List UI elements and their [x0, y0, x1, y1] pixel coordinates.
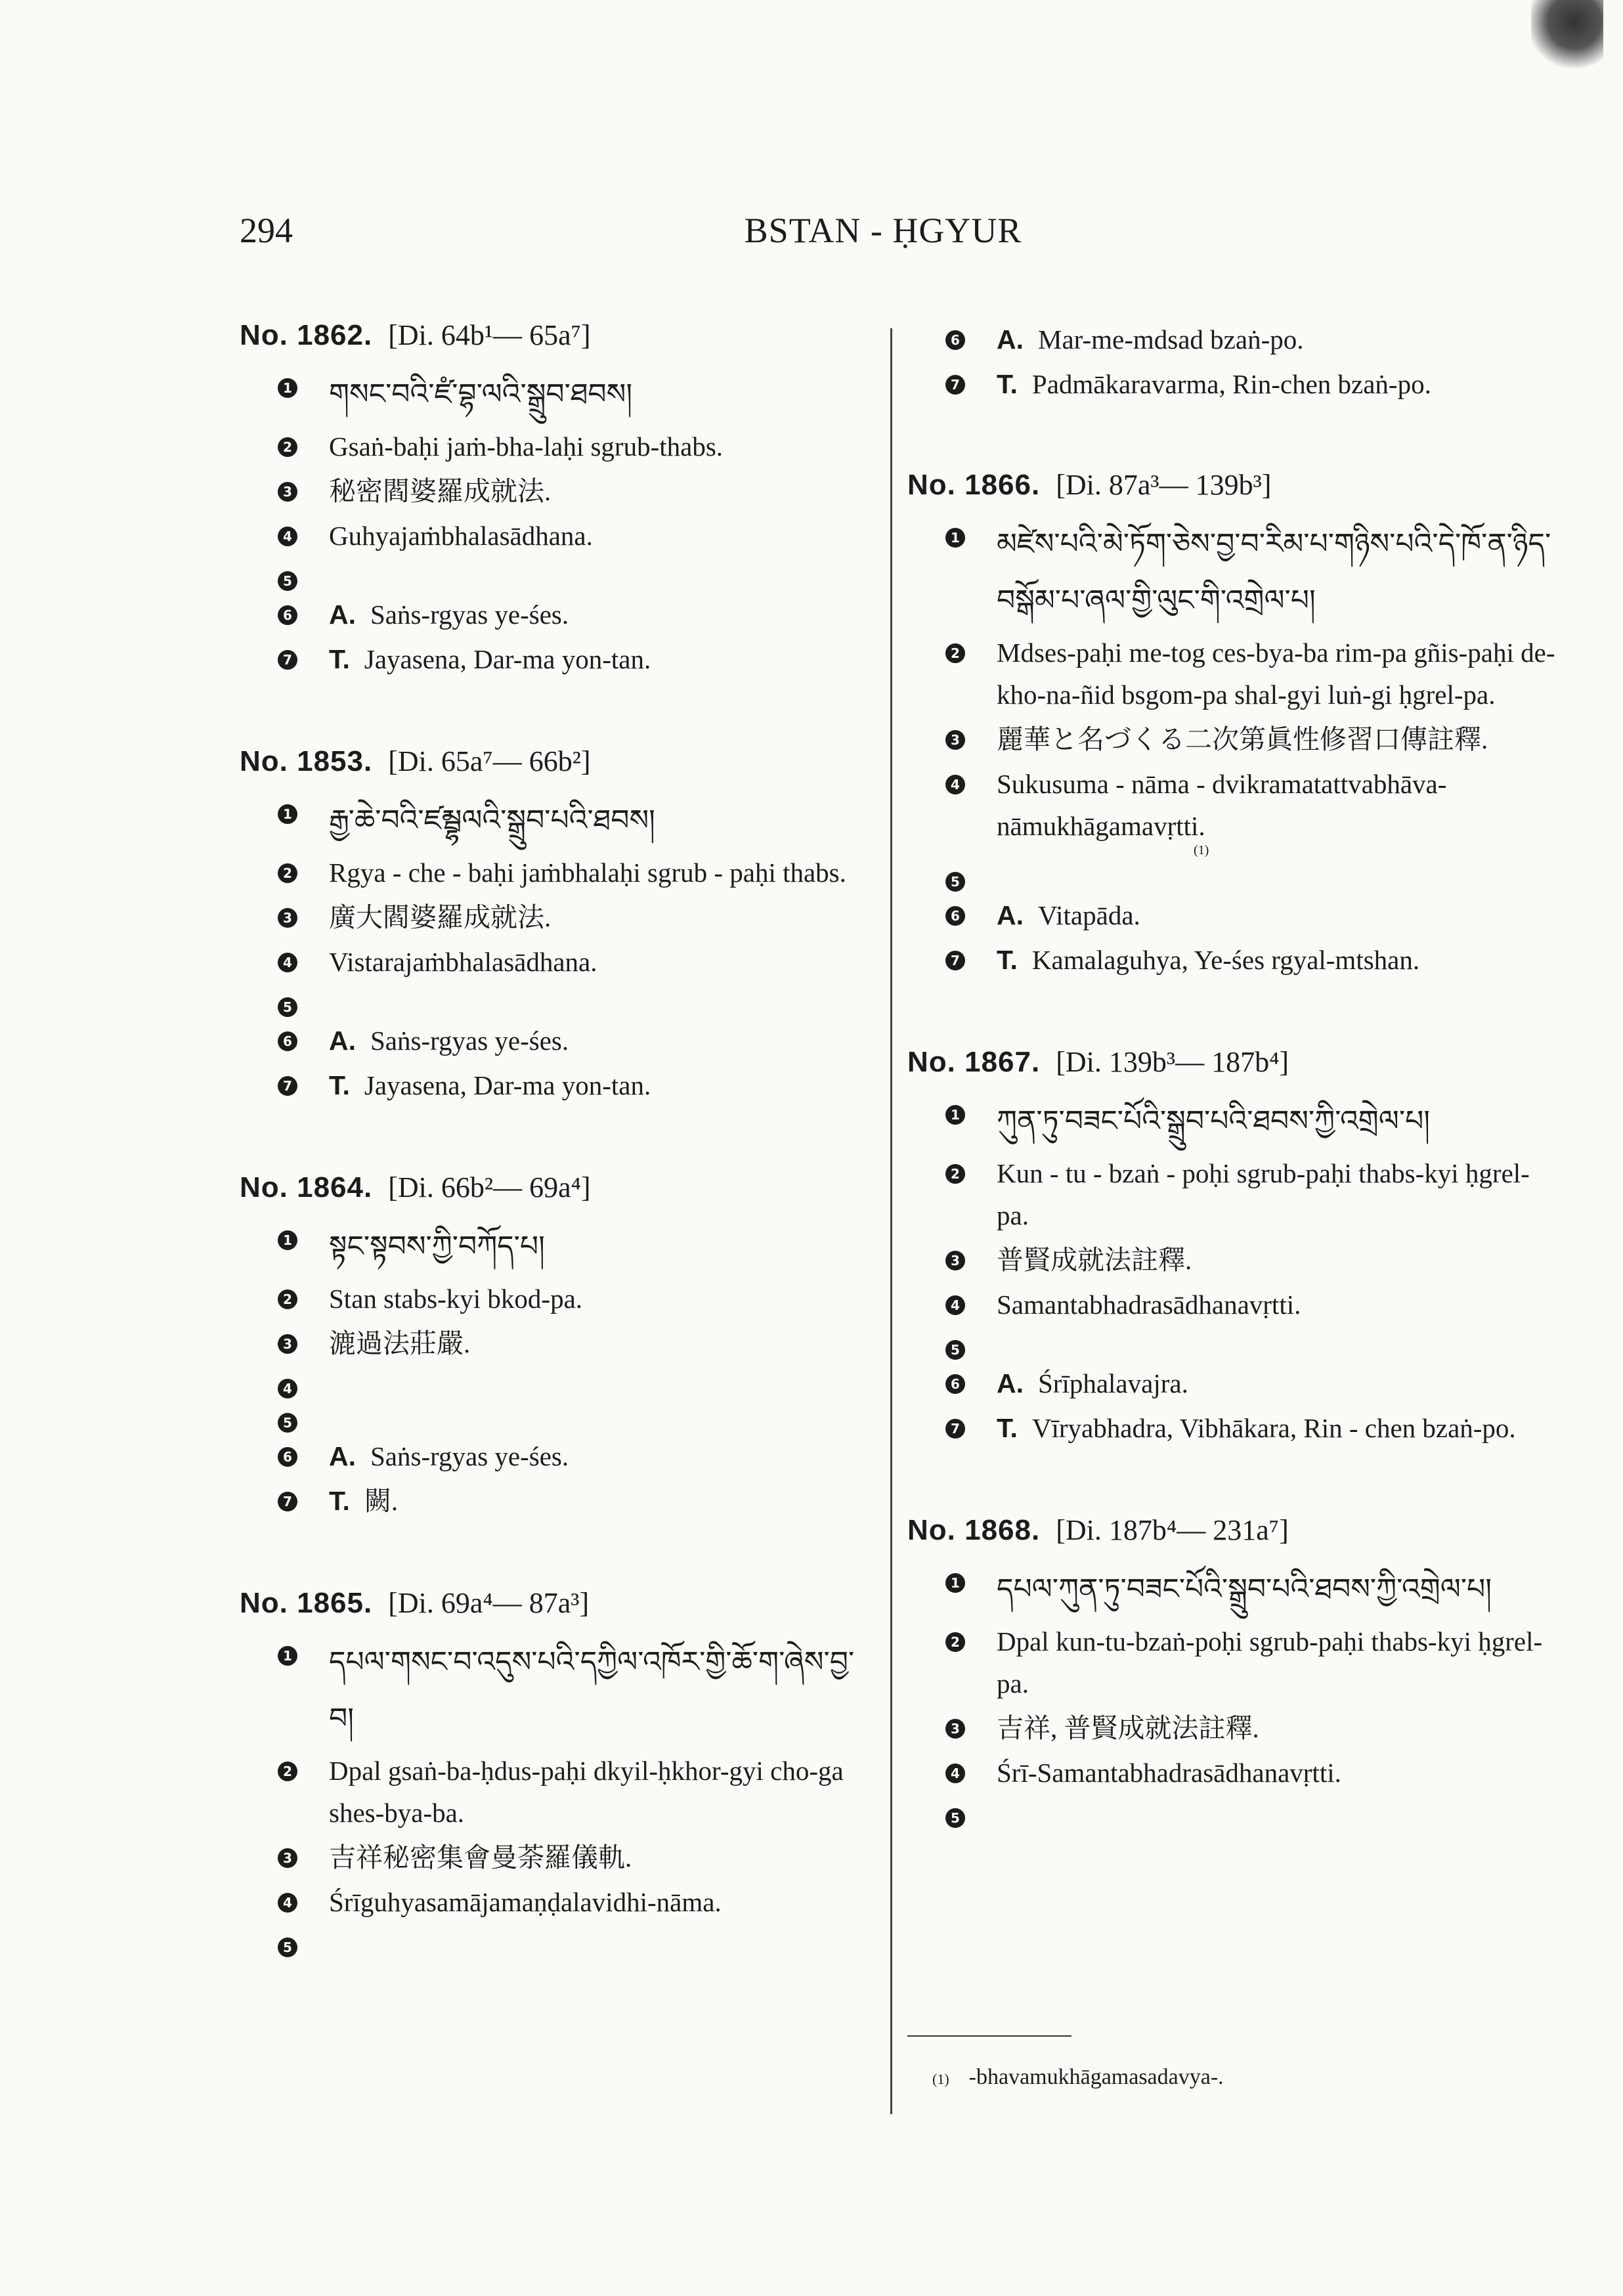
entry-heading — [240, 745, 876, 778]
marker-2-icon: 2 — [945, 643, 965, 663]
entry-1865-continued — [907, 318, 1557, 405]
marker-5-icon: 5 — [945, 872, 965, 892]
marker-1-icon: 1 — [945, 1105, 965, 1125]
marker-5-icon: 5 — [278, 997, 297, 1017]
sanskrit-title: Sukusuma - nāma - dvikramatattvabhāva-nāmukhāgamavṛtti. — [997, 769, 1447, 841]
marker-3-icon: 3 — [945, 1251, 965, 1270]
translator-row — [240, 638, 876, 680]
entry-heading — [907, 1045, 1557, 1079]
author-row — [907, 318, 1557, 360]
translator-label: T. — [329, 1070, 350, 1100]
sanskrit-title: Śrī-Samantabhadrasādhanavṛtti. — [997, 1758, 1341, 1788]
marker-2-icon: 2 — [278, 1762, 297, 1781]
marker-4-icon: 4 — [278, 1893, 297, 1913]
sanskrit-title: Śrīguhyasamājamaṇḍalavidhi-nāma. — [329, 1887, 722, 1917]
translator-label: T. — [329, 644, 350, 674]
tibetan-row — [240, 792, 876, 849]
author-label: A. — [329, 599, 356, 630]
author-row — [240, 594, 876, 636]
marker-4-icon: 4 — [945, 1295, 965, 1315]
translator: 闕. — [364, 1486, 399, 1516]
marker-7-icon: 7 — [945, 1419, 965, 1439]
tibetan-row — [240, 1219, 876, 1275]
marker-5-icon: 5 — [278, 571, 297, 591]
entry-1866 — [907, 468, 1557, 981]
marker-6-icon: 6 — [945, 1374, 965, 1394]
marker-6-icon: 6 — [945, 906, 965, 926]
field5-row — [907, 1328, 1557, 1360]
field5-row — [240, 559, 876, 591]
sanskrit-title: Vistarajaṁbhalasādhana. — [329, 947, 597, 977]
marker-4-icon: 4 — [278, 527, 297, 546]
transliteration: Stan stabs-kyi bkod-pa. — [329, 1284, 583, 1314]
entry-reference: [Di. 139b³— 187b⁴] — [1056, 1046, 1289, 1078]
entry-number: No. 1868. — [907, 1514, 1041, 1546]
transliteration-row — [240, 1278, 876, 1320]
transliteration: Mdses-paḥi me-tog ces-bya-ba rim-pa gñis-paḥi de-kho-na-ñid bsgom-pa shal-gyi luṅ-gi ḥgrel-pa. — [997, 638, 1555, 710]
entry-heading — [240, 1171, 876, 1204]
marker-1-icon: 1 — [945, 1573, 965, 1593]
entry-heading — [240, 318, 876, 352]
chinese-row — [240, 470, 876, 512]
tibetan-title: རྒྱ་ཆེ་བའི་ཛམྦྷལའི་སྒྲུབ་པའི་ཐབས། — [329, 804, 655, 837]
entry-1862 — [240, 318, 876, 680]
field5-row — [240, 1401, 876, 1433]
transliteration-row — [240, 852, 876, 894]
marker-7-icon: 7 — [945, 951, 965, 970]
marker-4-icon: 4 — [945, 775, 965, 794]
footnote-text: -bhavamukhāgamasadavya-. — [968, 2065, 1224, 2089]
entry-reference: [Di. 66b²— 69a⁴] — [388, 1171, 591, 1203]
transliteration: Gsaṅ-baḥi jaṁ-bha-laḥi sgrub-thabs. — [329, 431, 724, 462]
tibetan-row — [907, 1561, 1557, 1618]
entry-heading — [240, 1586, 876, 1620]
transliteration-row — [907, 1620, 1557, 1704]
tibetan-title: གསང་བའི་ཛཾ་བྷ་ལའི་སྒྲུབ་ཐབས། — [329, 378, 633, 411]
marker-3-icon: 3 — [945, 1719, 965, 1739]
marker-4-icon: 4 — [945, 1764, 965, 1783]
marker-3-icon: 3 — [945, 730, 965, 750]
translator-row — [907, 939, 1557, 981]
entry-heading — [907, 468, 1557, 502]
entry-1868 — [907, 1513, 1557, 1828]
footnote — [932, 2065, 1224, 2090]
chinese-title: 麗華と名づくる二次第眞性修習口傳註釋. — [997, 724, 1488, 754]
marker-5-icon: 5 — [945, 1808, 965, 1828]
translator-label: T. — [997, 945, 1018, 975]
entry-1865 — [240, 1586, 876, 1957]
author: Vitapāda. — [1038, 900, 1140, 930]
sanskrit-row — [907, 1752, 1557, 1794]
translator-row — [240, 1064, 876, 1106]
tibetan-title: ཀུན་ཏུ་བཟང་པོའི་སྒྲུབ་པའི་ཐབས་ཀྱི་འགྲེལ་པ། — [997, 1104, 1431, 1138]
translator-row — [240, 1480, 876, 1522]
marker-2-icon: 2 — [945, 1164, 965, 1184]
entry-number: No. 1864. — [240, 1171, 373, 1203]
transliteration-row — [907, 1152, 1557, 1236]
chinese-title: 廣大閻婆羅成就法. — [329, 902, 552, 932]
translator-label: T. — [329, 1486, 350, 1516]
author-label: A. — [997, 324, 1024, 355]
marker-4-icon: 4 — [278, 1379, 297, 1398]
transliteration: Dpal gsaṅ-ba-ḥdus-paḥi dkyil-ḥkhor-gyi cho-ga shes-bya-ba. — [329, 1756, 844, 1828]
translator: Padmākaravarma, Rin-chen bzaṅ-po. — [1031, 369, 1431, 399]
translator: Jayasena, Dar-ma yon-tan. — [364, 644, 651, 674]
transliteration: Dpal kun-tu-bzaṅ-poḥi sgrub-paḥi thabs-kyi ḥgrel-pa. — [997, 1626, 1543, 1699]
marker-2-icon: 2 — [278, 1289, 297, 1309]
marker-4-icon: 4 — [278, 953, 297, 972]
marker-7-icon: 7 — [278, 1492, 297, 1511]
author-label: A. — [329, 1441, 356, 1471]
translator: Vīryabhadra, Vibhākara, Rin - chen bzaṅ-po. — [1031, 1413, 1516, 1443]
sanskrit-title: Guhyajaṁbhalasādhana. — [329, 521, 593, 551]
translator-label: T. — [997, 1413, 1018, 1443]
tibetan-title: དཔལ་གསང་བ་འདུས་པའི་དཀྱིལ་འཁོར་གྱི་ཆོ་ག་ཞེས་བྱ་བ། — [329, 1645, 855, 1735]
entry-heading — [907, 1513, 1557, 1547]
translator-label: T. — [997, 369, 1018, 399]
field5-row — [240, 986, 876, 1017]
marker-3-icon: 3 — [278, 482, 297, 502]
entry-reference: [Di. 65a⁷— 66b²] — [388, 745, 591, 777]
marker-5-icon: 5 — [278, 1938, 297, 1957]
field5-row — [240, 1926, 876, 1957]
author: Saṅs-rgyas ye-śes. — [370, 599, 569, 630]
marker-6-icon: 6 — [278, 1031, 297, 1051]
chinese-title: 吉祥, 普賢成就法註釋. — [997, 1713, 1259, 1743]
transliteration: Kun - tu - bzaṅ - poḥi sgrub-paḥi thabs-kyi ḥgrel-pa. — [997, 1158, 1530, 1230]
marker-2-icon: 2 — [945, 1632, 965, 1652]
author: Saṅs-rgyas ye-śes. — [370, 1441, 569, 1471]
entry-1853 — [240, 745, 876, 1106]
tibetan-row — [240, 366, 876, 423]
translator: Kamalaguhya, Ye-śes rgyal-mtshan. — [1031, 945, 1420, 975]
chinese-title: 漉過法莊嚴. — [329, 1328, 471, 1358]
marker-1-icon: 1 — [945, 528, 965, 548]
entry-reference: [Di. 69a⁴— 87a³] — [388, 1587, 590, 1619]
translator-row — [907, 1407, 1557, 1449]
transliteration-row — [240, 425, 876, 467]
chinese-title: 秘密閻婆羅成就法. — [329, 476, 552, 506]
author-row — [907, 1362, 1557, 1404]
marker-5-icon: 5 — [278, 1413, 297, 1433]
transliteration-row — [907, 632, 1557, 716]
entry-number: No. 1865. — [240, 1587, 373, 1619]
ink-blot — [1531, 0, 1603, 72]
chinese-row — [240, 1322, 876, 1364]
entry-reference: [Di. 64b¹— 65a⁷] — [388, 319, 591, 351]
sanskrit-row — [907, 763, 1557, 857]
entry-number: No. 1862. — [240, 319, 373, 351]
tibetan-row — [907, 516, 1557, 629]
field5-row — [907, 860, 1557, 892]
author: Saṅs-rgyas ye-śes. — [370, 1026, 569, 1056]
translator: Jayasena, Dar-ma yon-tan. — [364, 1070, 651, 1100]
sanskrit-row — [240, 515, 876, 557]
marker-1-icon: 1 — [278, 804, 297, 824]
sanskrit-row — [907, 1284, 1557, 1326]
author: Śrīphalavajra. — [1038, 1368, 1188, 1398]
entry-reference: [Di. 187b⁴— 231a⁷] — [1056, 1514, 1289, 1546]
marker-6-icon: 6 — [278, 605, 297, 625]
transliteration-row — [240, 1750, 876, 1834]
author-label: A. — [329, 1026, 356, 1056]
tibetan-title: སྟང་སྟབས་ཀྱི་བཀོད་པ། — [329, 1230, 545, 1263]
running-title: BSTAN - ḤGYUR — [744, 211, 1022, 250]
marker-7-icon: 7 — [278, 650, 297, 670]
page-number: 294 — [240, 211, 293, 250]
marker-3-icon: 3 — [278, 1848, 297, 1868]
page-header — [240, 210, 1526, 263]
right-column — [907, 318, 1557, 1892]
footnote-number: (1) — [932, 2071, 949, 2087]
tibetan-row — [907, 1093, 1557, 1150]
entry-reference: [Di. 87a³— 139b³] — [1056, 469, 1272, 501]
column-divider — [890, 328, 892, 2114]
sanskrit-row — [240, 1881, 876, 1923]
chinese-title: 普賢成就法註釋. — [997, 1245, 1192, 1275]
marker-3-icon: 3 — [278, 1334, 297, 1354]
left-column — [240, 318, 876, 2022]
entry-number: No. 1867. — [907, 1046, 1041, 1078]
chinese-title: 吉祥秘密集會曼荼羅儀軌. — [329, 1842, 632, 1873]
marker-2-icon: 2 — [278, 863, 297, 883]
author-label: A. — [997, 1368, 1024, 1398]
chinese-row — [240, 1836, 876, 1878]
marker-6-icon: 6 — [945, 330, 965, 350]
author-row — [240, 1435, 876, 1477]
chinese-row — [907, 1239, 1557, 1281]
footnote-rule — [907, 2035, 1071, 2037]
entry-1864 — [240, 1171, 876, 1522]
field5-row — [907, 1796, 1557, 1828]
transliteration: Rgya - che - baḥi jaṁbhalaḥi sgrub - paḥi thabs. — [329, 857, 846, 888]
author-row — [907, 894, 1557, 936]
author-row — [240, 1020, 876, 1062]
sanskrit-title: Samantabhadrasādhanavṛtti. — [997, 1289, 1301, 1320]
tibetan-row — [240, 1634, 876, 1747]
chinese-row — [907, 1707, 1557, 1749]
translator-row — [907, 363, 1557, 405]
sanskrit-row — [240, 1367, 876, 1398]
marker-1-icon: 1 — [278, 1646, 297, 1666]
marker-6-icon: 6 — [278, 1447, 297, 1467]
entry-1867 — [907, 1045, 1557, 1449]
sanskrit-row — [240, 941, 876, 983]
author-label: A. — [997, 900, 1024, 930]
marker-2-icon: 2 — [278, 437, 297, 457]
marker-7-icon: 7 — [945, 375, 965, 395]
footnote-reference: (1) — [1194, 843, 1209, 857]
entry-number: No. 1866. — [907, 469, 1041, 501]
tibetan-title: དཔལ་ཀུན་ཏུ་བཟང་པོའི་སྒྲུབ་པའི་ཐབས་ཀྱི་འགྲེལ་པ། — [997, 1572, 1492, 1606]
tibetan-title: མཛེས་པའི་མེ་ཏོག་ཅེས་བྱ་བ་རིམ་པ་གཉིས་པའི་དེ་ཁོ་ན་ཉིད་བསྒོམ་པ་ཞལ་གྱི་ལུང་གི་འགྲེལ་པ། — [997, 527, 1551, 617]
marker-1-icon: 1 — [278, 1230, 297, 1250]
marker-7-icon: 7 — [278, 1076, 297, 1096]
chinese-row — [907, 718, 1557, 760]
marker-3-icon: 3 — [278, 908, 297, 928]
entry-number: No. 1853. — [240, 745, 373, 777]
marker-1-icon: 1 — [278, 378, 297, 398]
marker-5-icon: 5 — [945, 1340, 965, 1360]
author: Mar-me-mdsad bzaṅ-po. — [1038, 324, 1304, 355]
chinese-row — [240, 896, 876, 938]
